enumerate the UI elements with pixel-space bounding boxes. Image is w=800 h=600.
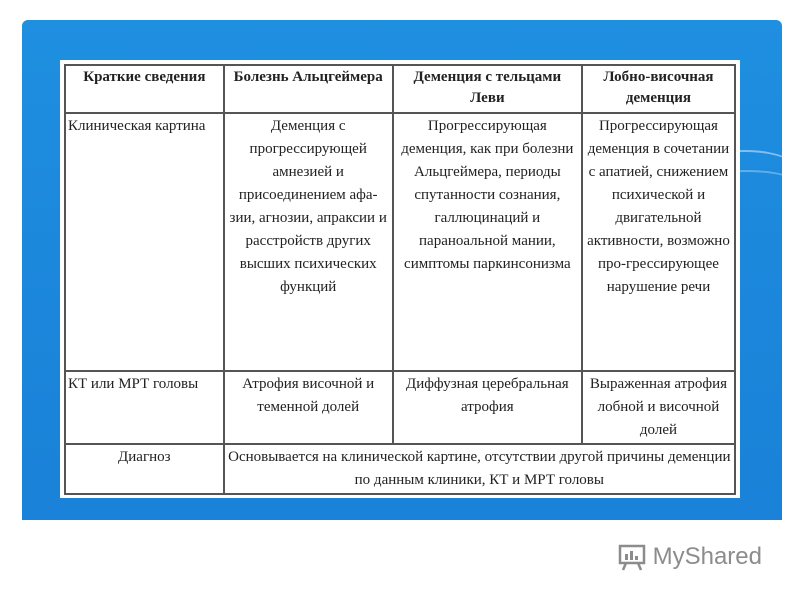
- row-label-clinical: Клиническая картина: [65, 113, 224, 371]
- cell-lewy-clinical: Прогрессирующая деменция, как при болезни Альцгеймера, периоды спутанности сознания, галлюцинаций и параноальной мании, симптомы паркинсонизма: [393, 113, 582, 371]
- cell-alzheimer-clinical: Деменция с прогрессирующей амнезией и присоединением афа-зии, агнозии, апраксии и расстройств других высших психических функций: [224, 113, 393, 371]
- cell-alzheimer-ct: Атрофия височной и теменной долей: [224, 371, 393, 444]
- cell-diagnosis: Основывается на клинической картине, отсутствии другой причины деменции по данным клиники, КТ и МРТ головы: [224, 444, 735, 494]
- watermark-text: MyShared: [652, 543, 762, 570]
- header-frontotemporal: Лобно-височная деменция: [582, 65, 735, 113]
- cell-frontotemporal-ct: Выраженная атрофия лобной и височной долей: [582, 371, 735, 444]
- header-lewy-body: Деменция с тельцами Леви: [393, 65, 582, 113]
- table-row: [65, 371, 735, 444]
- dementia-comparison-table: [64, 64, 736, 495]
- row-label-diagnosis: Диагноз: [65, 444, 224, 494]
- header-alzheimer: Болезнь Альцгеймера: [224, 65, 393, 113]
- table-row: [65, 444, 735, 494]
- cell-lewy-ct: Диффузная церебральная атрофия: [393, 371, 582, 444]
- watermark-logo[interactable]: [617, 542, 762, 572]
- table-panel: [60, 60, 740, 498]
- table-header-row: [65, 65, 735, 113]
- table-row: [65, 113, 735, 371]
- presentation-board-icon: [617, 542, 647, 572]
- header-brief-info: Краткие сведения: [65, 65, 224, 113]
- cell-frontotemporal-clinical: Прогрессирующая деменция в сочетании с апатией, снижением психической и двигательной активности, возможно про-грессирующее нарушение речи: [582, 113, 735, 371]
- row-label-ct-mri: КТ или МРТ головы: [65, 371, 224, 444]
